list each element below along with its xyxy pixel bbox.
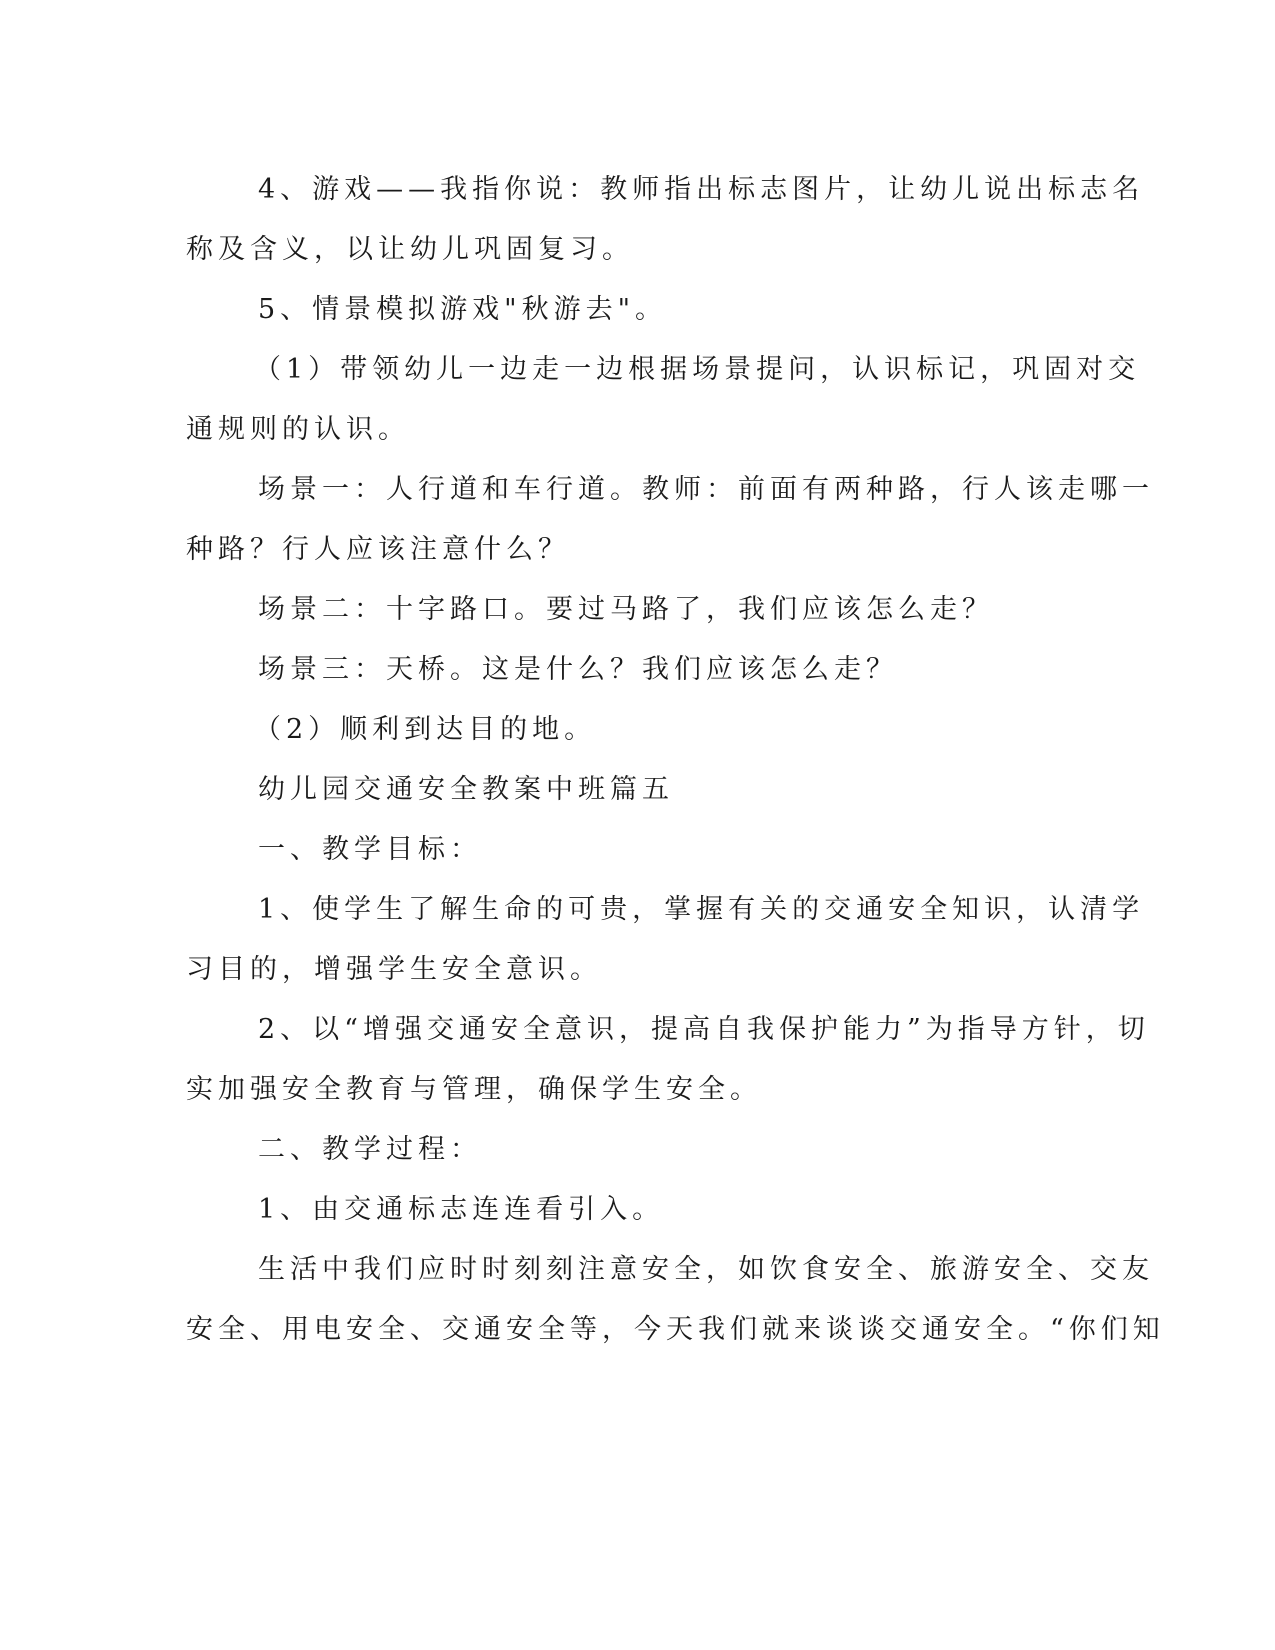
paragraph-line: 称及含义，以让幼儿巩固复习。 bbox=[186, 234, 634, 265]
subsection-heading: 二、教学过程： bbox=[258, 1134, 482, 1165]
paragraph-line: 场景一：人行道和车行道。教师：前面有两种路，行人该走哪一 bbox=[258, 474, 1154, 505]
paragraph-line: 4、游戏——我指你说：教师指出标志图片，让幼儿说出标志名 bbox=[258, 174, 1145, 205]
paragraph-line: （1）带领幼儿一边走一边根据场景提问，认识标记，巩固对交 bbox=[254, 354, 1141, 385]
paragraph-line: 1、使学生了解生命的可贵，掌握有关的交通安全知识，认清学 bbox=[258, 894, 1145, 925]
document-body bbox=[186, 160, 1165, 1360]
paragraph-line: 5、情景模拟游戏"秋游去"。 bbox=[258, 294, 668, 325]
subsection-heading: 一、教学目标： bbox=[258, 834, 482, 865]
paragraph-line: 通规则的认识。 bbox=[186, 414, 410, 445]
paragraph-line: （2）顺利到达目的地。 bbox=[254, 714, 597, 745]
paragraph-line: 实加强安全教育与管理，确保学生安全。 bbox=[186, 1074, 762, 1105]
paragraph-line: 场景二：十字路口。要过马路了，我们应该怎么走？ bbox=[258, 594, 994, 625]
section-heading: 幼儿园交通安全教案中班篇五 bbox=[258, 774, 674, 805]
paragraph-line: 2、以“增强交通安全意识，提高自我保护能力”为指导方针，切 bbox=[258, 1014, 1150, 1045]
paragraph-line: 安全、用电安全、交通安全等，今天我们就来谈谈交通安全。“你们知 bbox=[186, 1314, 1165, 1345]
paragraph-line: 生活中我们应时时刻刻注意安全，如饮食安全、旅游安全、交友 bbox=[258, 1254, 1154, 1285]
paragraph-line: 习目的，增强学生安全意识。 bbox=[186, 954, 602, 985]
paragraph-line: 1、由交通标志连连看引入。 bbox=[258, 1194, 665, 1225]
paragraph-line: 场景三：天桥。这是什么？我们应该怎么走？ bbox=[258, 654, 898, 685]
paragraph-line: 种路？行人应该注意什么？ bbox=[186, 534, 570, 565]
